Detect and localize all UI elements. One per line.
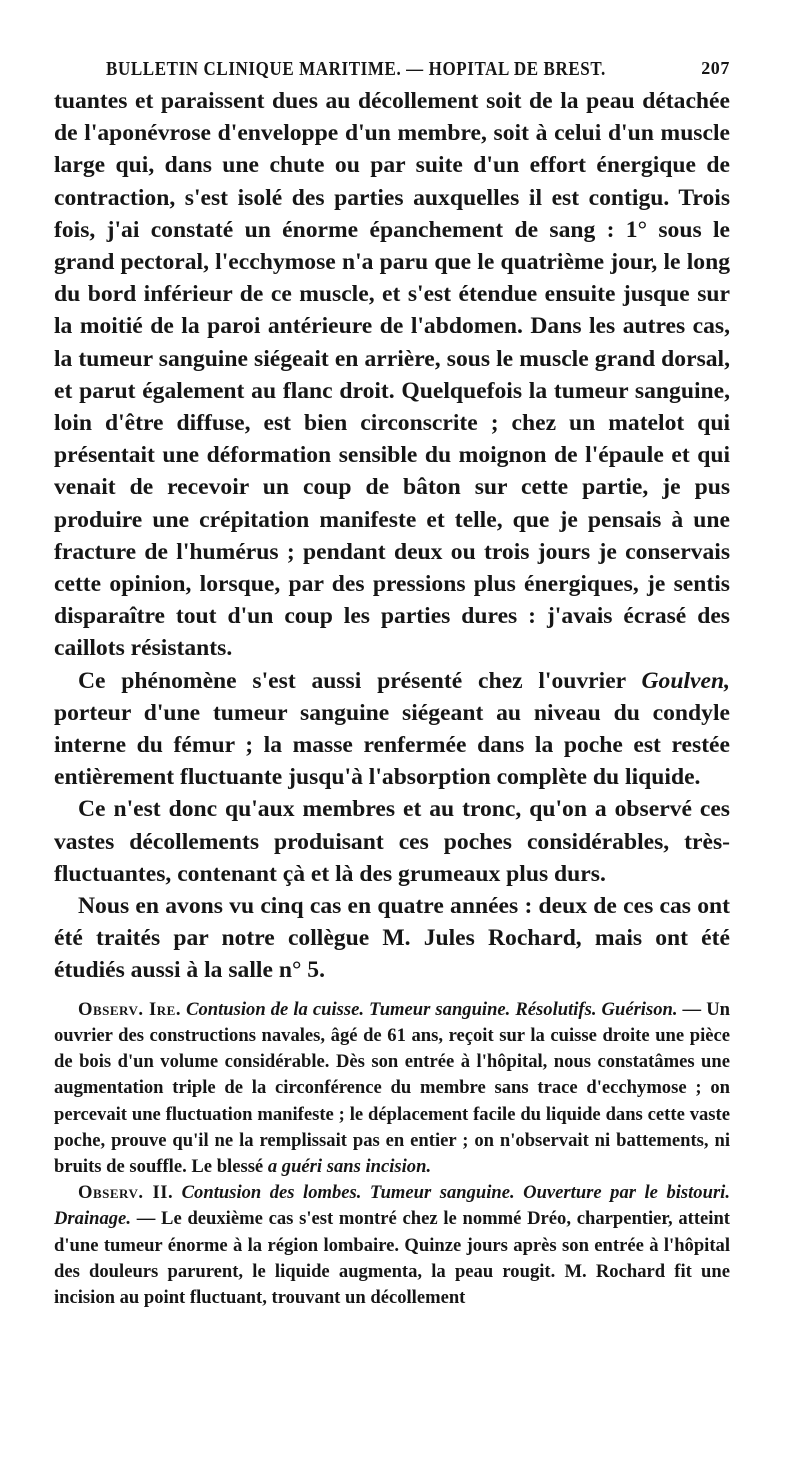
main-text [54,85,730,987]
observation-1 [54,997,730,1180]
paragraph-2 [54,665,730,794]
observation-2-title: Contusion des lombes. Tumeur sanguine. Ouverture par le bistouri. Drainage. [54,1182,730,1230]
paragraph-3: Ce n'est donc qu'aux membres et au tronc, qu'on a observé ces vastes décollements produisant ces poches considérables, très-fluctuantes, contenant çà et là des grumeaux plus durs. [54,796,730,887]
running-title: BULLETIN CLINIQUE MARITIME. — HOPITAL DE BREST. [106,57,606,80]
observation-1-text: — Un ouvrier des constructions navales, âgé de 61 ans, reçoit sur la cuisse droite une pièce de bois d'un volume considérable. Dès son entrée à l'hôpital, nous constatâmes une augmentation triple de la circonférence du membre sans trace d'ecchymose ; on percevait une fluctuation manifeste ; le déplacement facile du liquide dans cette vaste poche, prouve qu'il ne la remplissait pas en entier ; on n'observait ni battements, ni bruits de souffle. Le blessé [54,998,730,1177]
observation-1-label: Observ. Ire. [78,998,182,1020]
paragraph-2-end: porteur d'une tumeur sanguine siégeant au niveau du condyle interne du fémur ; la masse renfermée dans la poche est restée entièrement fluctuante jusqu'à l'absorption complète du liquide. [54,699,730,791]
running-header [54,58,730,79]
paragraph-1: tuantes et paraissent dues au décollement soit de la peau détachée de l'aponévrose d'enveloppe d'un membre, soit à celui d'un muscle large qui, dans une chute ou par suite d'un effort énergique de contraction, s'est isolé des parties auxquelles il est contigu. Trois fois, j'ai constaté un énorme épanchement de sang : 1° sous le grand pectoral, l'ecchymose n'a paru que le quatrième jour, le long du bord inférieur de ce muscle, et s'est étendue ensuite jusque sur la moitié de la paroi antérieure de l'abdomen. Dans les autres cas, la tumeur sanguine siégeait en arrière, sous le muscle grand dorsal, et parut également au flanc droit. Quelquefois la tumeur sanguine, loin d'être diffuse, est bien circonscrite ; chez un matelot qui présentait une déformation sensible du moignon de l'épaule et qui venait de recevoir un coup de bâton sur cette partie, je pus produire une crépitation manifeste et telle, que je pensais à une fracture de l'humérus ; pendant deux ou trois jours je conservais cette opinion, lorsque, par des pressions plus énergiques, je sentis disparaître tout d'un coup les parties dures : j'avais écrasé des caillots résistants. [54,88,730,662]
observation-2 [54,1180,730,1311]
paragraph-4: Nous en avons vu cinq cas en quatre années : deux de ces cas ont été traités par notre collègue M. Jules Rochard, mais ont été étudiés aussi à la salle n° 5. [54,893,730,984]
observation-2-text: — Le deuxième cas s'est montré chez le nommé Dréo, charpentier, atteint d'une tumeur énorme à la région lombaire. Quinze jours après son entrée à l'hôpital des douleurs parurent, le liquide augmenta, la peau rougit. M. Rochard fit une incision au point fluctuant, trouvant un décollement [54,1208,730,1308]
page-number: 207 [701,58,730,78]
observations [54,997,730,1311]
observation-1-end: a guéri sans incision. [267,1155,432,1177]
patient-name: Goulven, [641,667,730,694]
paragraph-2-start: Ce phénomène s'est aussi présenté chez l'ouvrier [78,667,642,694]
observation-1-title: Contusion de la cuisse. Tumeur sanguine. Résolutifs. Guérison. [186,998,678,1020]
observation-2-label: Observ. II. [78,1182,174,1204]
